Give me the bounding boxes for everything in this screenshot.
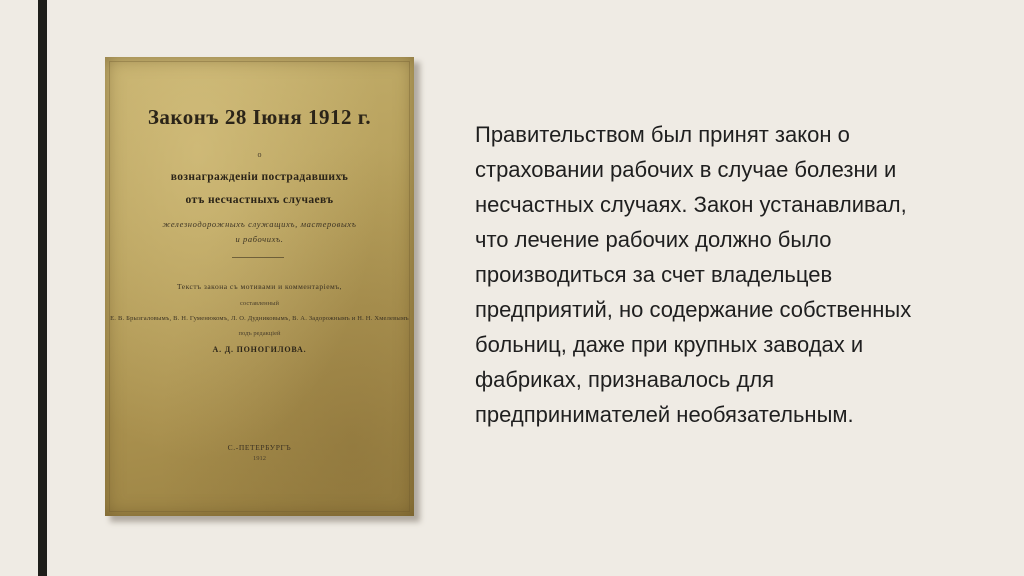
book-text-line-2: составленный <box>240 300 279 307</box>
book-year: 1912 <box>253 455 266 462</box>
book-text-line-1: Текстъ закона съ мотивами и комментаріемъ, <box>176 282 343 291</box>
book-subtitle-line-2: отъ несчастныхъ случаевъ <box>185 194 334 206</box>
book-editor: А. Д. ПОНОГИЛОВА. <box>212 345 307 354</box>
book-subtitle-line-1: вознагражденіи пострадавшихъ <box>170 171 349 183</box>
book-preposition: о <box>257 150 262 159</box>
book-subtitle-line-3: железнодорожныхъ служащихъ, мастеровыхъ <box>162 219 357 229</box>
book-place: С.-ПЕТЕРБУРГЪ <box>227 443 292 452</box>
paragraph-line: фабриках, признавалось для <box>475 367 775 392</box>
paragraph-line: Правительством был принят закон о <box>475 122 850 147</box>
paragraph-line: производиться за счет владельцев <box>475 262 833 287</box>
book-title: Законъ 28 Іюня 1912 г. <box>147 105 372 129</box>
book-authors: Е. В. Брызгаловымъ, В. Н. Гуменюкомъ, Л. О. Дудниковымъ, В. А. Задорожнымъ и Н. Н. Хмелевымъ <box>110 315 409 322</box>
book-divider <box>232 257 284 258</box>
left-accent-bar <box>38 0 47 576</box>
paragraph-line: страховании рабочих в случае болезни и <box>475 157 897 182</box>
book-subtitle-line-4: и рабочихъ. <box>235 234 284 244</box>
book-text-line-4: подъ редакціей <box>238 330 281 337</box>
paragraph-line: предпринимателей необязательным. <box>475 402 854 427</box>
paragraph-line: что лечение рабочих должно было <box>475 227 832 252</box>
paragraph-line: несчастных случаях. Закон устанавливал, <box>475 192 907 217</box>
slide-paragraph <box>475 117 1020 432</box>
paragraph-line: больниц, даже при крупных заводах и <box>475 332 864 357</box>
paragraph-line: предприятий, но содержание собственных <box>475 297 912 322</box>
book-cover-image <box>105 57 414 516</box>
